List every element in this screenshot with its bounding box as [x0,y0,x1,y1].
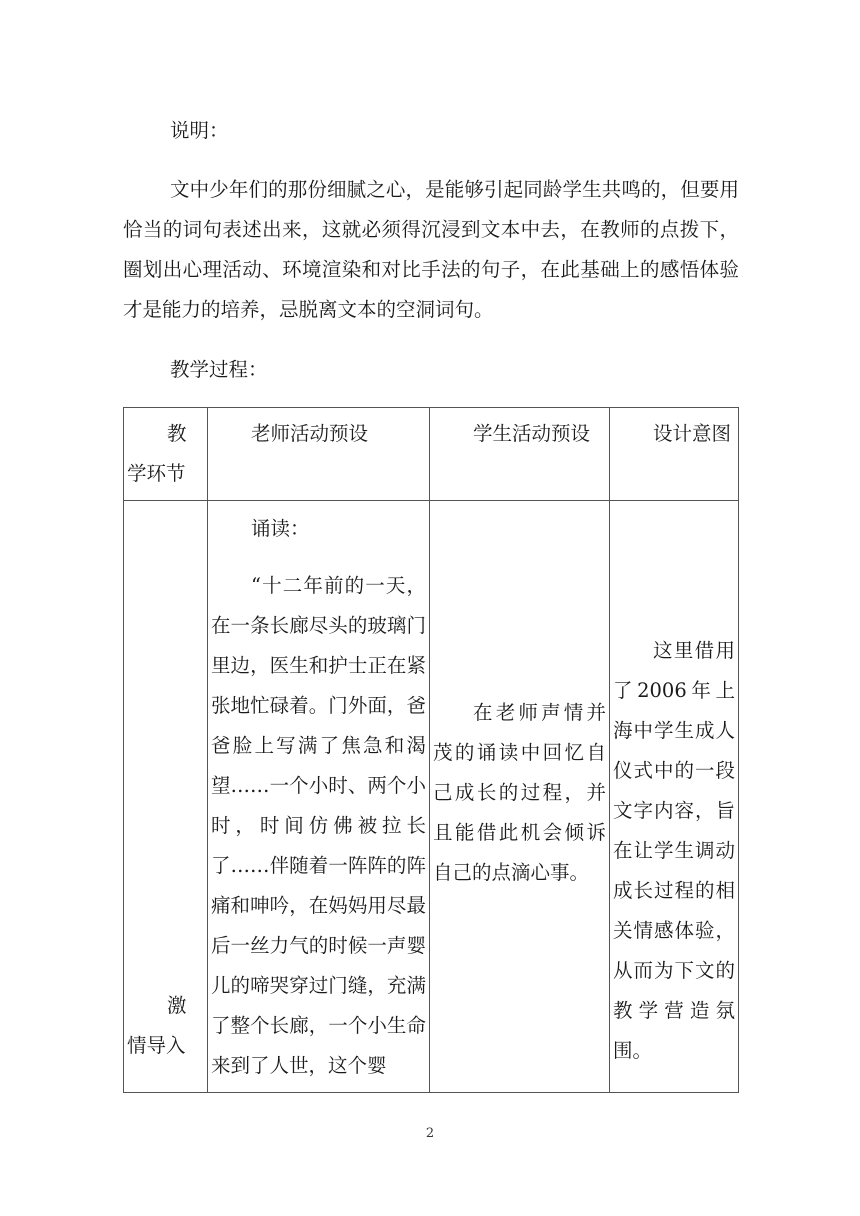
table-header-row [124,408,739,501]
table-row [124,501,739,1093]
header-teacher-cell [208,408,430,501]
note-body-paragraph: 文中少年们的那份细腻之心，是能够引起同龄学生共鸣的，但要用恰当的词句表述出来，这就必须得沉浸到文本中去，在教师的点拨下，圈划出心理活动、环境渲染和对比手法的句子，在此基础上的感悟体验才是能力的培养，忌脱离文本的空洞词句。 [123,178,739,321]
lesson-plan-table [123,407,739,1093]
teacher-heading: 诵读： [251,517,310,540]
teaching-process-label: 教学过程： [170,358,268,381]
intent-text: 这里借用了2006年上海中学生成人仪式中的一段文字内容，旨在让学生调动成长过程的相关情感体验，从而为下文的教学营造氛围。 [613,639,735,1062]
teacher-content [208,501,429,1092]
teacher-spacer [211,549,426,566]
header-intent: 设计意图 [653,422,732,445]
header-intent-cell [610,408,739,501]
intent-cell [610,501,739,1093]
teacher-cell [208,501,430,1093]
page-number: 2 [425,1126,435,1141]
student-text: 在老师声情并茂的诵读中回忆自己成长的过程，并且能借此机会倾诉自己的点滴心事。 [433,701,606,884]
header-teacher: 老师活动预设 [251,422,369,445]
header-stage-cell [124,408,208,501]
header-student-cell [430,408,610,501]
stage-text: 激情导入 [127,994,187,1057]
header-stage: 教学环节 [127,422,187,485]
teacher-passage: “十二年前的一天，在一条长廊尽头的玻璃门里边，医生和护士正在紧张地忙碌着。门外面，爸爸脸上写满了焦急和渴望……一个小时、两个小时，时间仿佛被拉长了……伴随着一阵阵的阵痛和呻吟，在妈妈用尽最后一丝力气的时候一声婴儿的啼哭穿过门缝，充满了整个长廊，一个小生命来到了人世，这个婴 [211,574,426,1077]
header-student: 学生活动预设 [473,422,591,445]
stage-cell [124,501,208,1093]
note-label: 说明： [170,119,229,142]
student-cell [430,501,610,1093]
